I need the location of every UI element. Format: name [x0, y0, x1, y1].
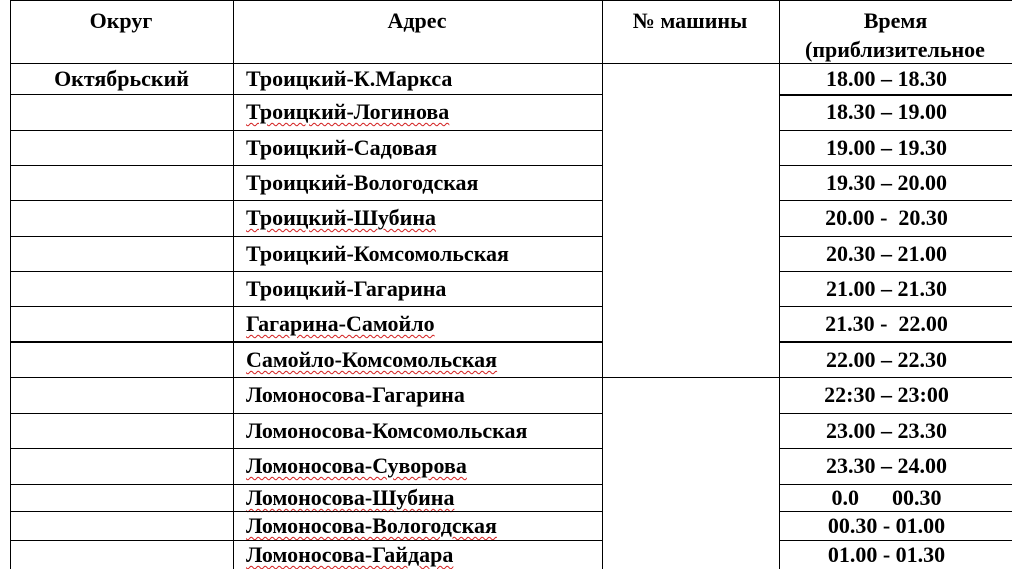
- table-border: [10, 0, 1012, 1]
- table-border: [779, 200, 1012, 201]
- table-border: [10, 511, 233, 512]
- table-border: [10, 200, 233, 201]
- header-district: Округ: [89, 8, 153, 33]
- time-cell: 21.00 – 21.30: [826, 276, 947, 301]
- table-border: [10, 236, 233, 237]
- time-cell: 0.0 00.30: [831, 485, 942, 510]
- time-cell: 23.30 – 24.00: [826, 453, 947, 478]
- address-cell: Ломоносова-Вологодская: [246, 513, 497, 538]
- table-border: [233, 413, 602, 414]
- address-cell: Ломоносова-Гагарина: [246, 382, 465, 407]
- table-border: [10, 377, 233, 378]
- table-border: [779, 236, 1012, 237]
- table-border: [779, 271, 1012, 272]
- table-border: [779, 448, 1012, 449]
- time-cell: 19.00 – 19.30: [826, 135, 947, 160]
- address-cell: Ломоносова-Гайдара: [246, 542, 454, 567]
- district-cell: Октябрьский: [54, 66, 189, 91]
- time-cell: 22.00 – 22.30: [826, 347, 947, 372]
- time-cell: 19.30 – 20.00: [826, 170, 947, 195]
- table-border: [233, 511, 602, 512]
- address-cell: Троицкий-Гагарина: [246, 276, 447, 301]
- table-border: [779, 484, 1012, 485]
- table-border: [10, 448, 233, 449]
- address-cell: Троицкий-Комсомольская: [246, 241, 509, 266]
- table-border: [779, 413, 1012, 414]
- table-border: [779, 341, 1012, 343]
- table-border: [779, 511, 1012, 512]
- table-border: [10, 94, 233, 95]
- table-border: [233, 377, 602, 378]
- table-border: [10, 165, 233, 166]
- header-vehicle-number: № машины: [632, 8, 748, 33]
- address-cell: Троицкий-К.Маркса: [246, 66, 453, 91]
- time-cell: 22:30 – 23:00: [824, 382, 949, 407]
- table-border: [233, 306, 602, 307]
- header-time-note: (приблизительное: [805, 37, 985, 62]
- address-cell: Ломоносова-Суворова: [246, 453, 467, 478]
- table-border: [233, 130, 602, 131]
- address-cell: Троицкий-Шубина: [246, 205, 436, 230]
- address-cell: Троицкий-Вологодская: [246, 170, 479, 195]
- address-cell: Троицкий-Логинова: [246, 99, 450, 124]
- table-border: [10, 341, 602, 343]
- header-time: Время: [863, 8, 928, 33]
- address-cell: Ломоносова-Шубина: [246, 485, 455, 510]
- time-cell: 00.30 - 01.00: [827, 513, 946, 538]
- time-cell: 18.00 – 18.30: [826, 66, 947, 91]
- table-border: [233, 271, 602, 272]
- table-border: [233, 448, 602, 449]
- address-cell: Ломоносова-Комсомольская: [246, 418, 528, 443]
- table-border: [779, 306, 1012, 307]
- time-cell: 23.00 – 23.30: [826, 418, 947, 443]
- table-border: [10, 130, 233, 131]
- table-border: [10, 540, 233, 541]
- table-border: [233, 200, 602, 201]
- table-border: [233, 165, 602, 166]
- time-cell: 20.30 – 21.00: [826, 241, 947, 266]
- address-cell: Троицкий-Садовая: [246, 135, 438, 160]
- table-border: [602, 0, 603, 569]
- table-border: [10, 306, 233, 307]
- table-border: [779, 165, 1012, 166]
- table-border: [10, 413, 233, 414]
- time-cell: 21.30 - 22.00: [825, 311, 948, 336]
- address-cell: Самойло-Комсомольская: [246, 347, 498, 372]
- table-border: [779, 94, 1012, 96]
- table-border: [779, 540, 1012, 541]
- time-cell: 18.30 – 19.00: [826, 99, 947, 124]
- table-border: [233, 484, 602, 485]
- table-border: [779, 377, 1012, 378]
- address-cell: Гагарина-Самойло: [246, 311, 435, 336]
- table-border: [233, 540, 602, 541]
- table-border: [233, 236, 602, 237]
- time-cell: 20.00 - 20.30: [825, 205, 948, 230]
- table-border: [10, 484, 233, 485]
- table-border: [602, 377, 779, 378]
- header-address: Адрес: [387, 8, 447, 33]
- table-border: [10, 63, 1012, 64]
- table-border: [233, 94, 602, 95]
- time-cell: 01.00 - 01.30: [827, 542, 946, 567]
- table-border: [779, 130, 1012, 131]
- table-border: [10, 271, 233, 272]
